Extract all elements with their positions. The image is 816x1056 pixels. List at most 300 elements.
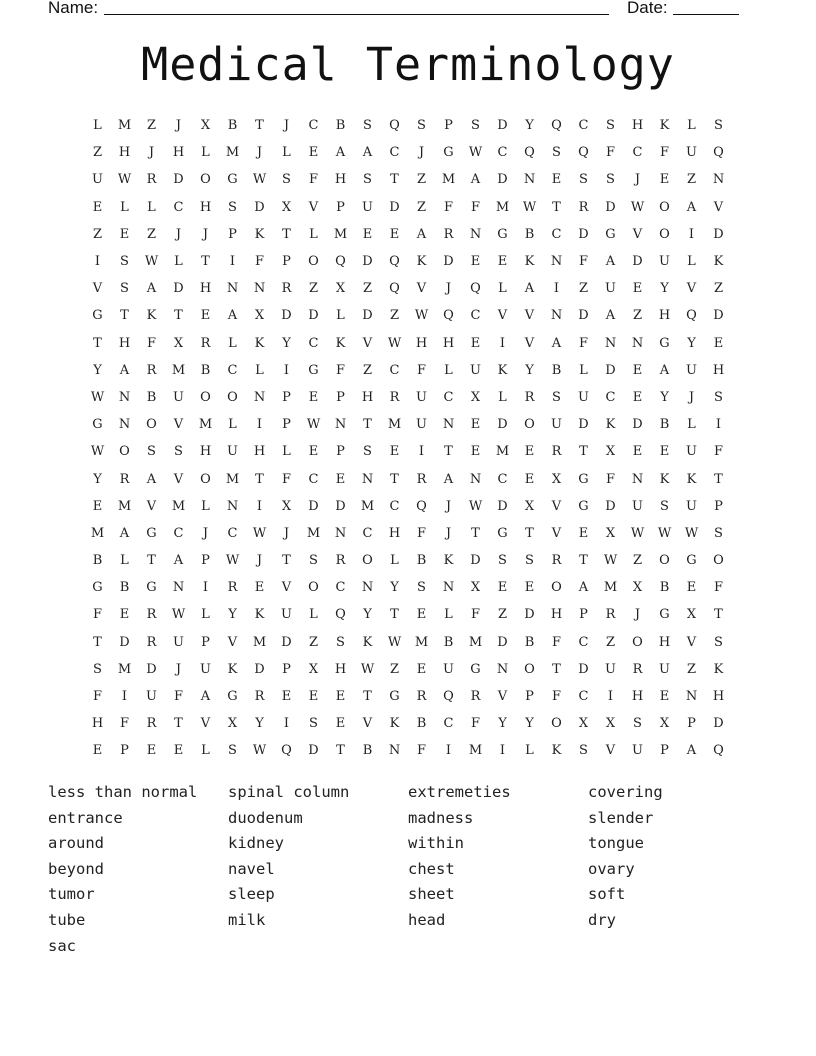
grid-letter: K (335, 335, 346, 351)
grid-letter: J (445, 525, 452, 541)
grid-letter: L (687, 417, 696, 433)
grid-letter: Z (146, 226, 157, 242)
grid-letter: N (118, 417, 131, 433)
grid-letter: K (659, 471, 670, 487)
grid-letter: Z (578, 281, 589, 297)
grid-letter: T (255, 118, 264, 134)
grid-letter: J (256, 553, 263, 569)
grid-letter: U (686, 145, 697, 161)
grid-letter: K (362, 634, 373, 650)
grid-row (84, 248, 732, 275)
grid-letter: K (416, 254, 427, 270)
grid-letter: X (632, 580, 643, 596)
grid-letter: N (469, 226, 482, 242)
grid-letter: N (631, 471, 644, 487)
grid-letter: Q (524, 145, 535, 161)
grid-letter: E (686, 580, 697, 596)
grid-letter: H (658, 308, 671, 324)
grid-letter: Z (416, 199, 427, 215)
grid-letter: H (388, 525, 401, 541)
grid-letter: H (631, 118, 644, 134)
grid-letter: P (525, 689, 534, 705)
grid-letter: G (497, 525, 508, 541)
grid-letter: V (227, 634, 238, 650)
grid-letter: E (308, 689, 319, 705)
grid-letter: U (686, 444, 697, 460)
grid-letter: C (308, 118, 319, 134)
grid-letter: O (713, 553, 724, 569)
grid-row (84, 357, 732, 384)
grid-letter: R (524, 389, 535, 405)
word-list (48, 780, 768, 959)
grid-letter: F (416, 362, 427, 378)
grid-letter: J (175, 661, 182, 677)
grid-letter: L (147, 199, 156, 215)
name-label: Name: (48, 0, 99, 17)
grid-letter: T (579, 553, 588, 569)
grid-letter: J (634, 607, 641, 623)
grid-row (84, 601, 732, 628)
grid-letter: F (578, 254, 589, 270)
grid-letter: B (524, 634, 535, 650)
grid-letter: W (684, 525, 699, 541)
grid-letter: L (201, 145, 210, 161)
grid-letter: E (335, 689, 346, 705)
grid-letter: J (688, 389, 695, 405)
grid-letter: D (713, 226, 724, 242)
grid-letter: R (146, 172, 157, 188)
grid-letter: B (227, 118, 238, 134)
grid-letter: B (416, 553, 427, 569)
letter-grid (84, 112, 732, 765)
grid-letter: Y (525, 362, 534, 378)
grid-letter: F (254, 254, 265, 270)
grid-letter: T (363, 689, 372, 705)
grid-letter: C (308, 471, 319, 487)
grid-letter: C (497, 471, 508, 487)
grid-letter: L (336, 308, 345, 324)
grid-letter: S (498, 553, 507, 569)
grid-letter: L (282, 145, 291, 161)
grid-letter: I (94, 254, 101, 270)
grid-letter: V (632, 226, 643, 242)
grid-letter: G (578, 471, 589, 487)
grid-letter: C (227, 362, 238, 378)
grid-letter: M (495, 444, 510, 460)
grid-letter: I (202, 580, 209, 596)
grid-letter: H (712, 689, 725, 705)
grid-letter: Q (443, 308, 454, 324)
grid-letter: N (469, 471, 482, 487)
word-item: head (408, 910, 446, 929)
grid-letter: R (146, 362, 157, 378)
grid-letter: U (146, 689, 157, 705)
grid-letter: L (498, 281, 507, 297)
word-item: sleep (228, 885, 275, 904)
grid-letter: L (687, 254, 696, 270)
grid-letter: W (630, 199, 645, 215)
grid-letter: D (281, 308, 292, 324)
grid-letter: Q (281, 743, 292, 759)
grid-row (84, 275, 732, 302)
grid-letter: Q (713, 145, 724, 161)
grid-letter: U (92, 172, 103, 188)
grid-letter: D (470, 553, 481, 569)
grid-letter: U (443, 661, 454, 677)
grid-letter: F (173, 689, 184, 705)
grid-letter: C (632, 145, 643, 161)
grid-letter: S (579, 172, 588, 188)
grid-letter: Q (389, 254, 400, 270)
grid-letter: D (362, 308, 373, 324)
grid-letter: X (524, 498, 535, 514)
grid-letter: T (552, 199, 561, 215)
word-item: ovary (588, 859, 635, 878)
grid-letter: L (201, 743, 210, 759)
word-column (408, 780, 588, 959)
grid-letter: B (362, 743, 373, 759)
grid-letter: K (524, 254, 535, 270)
grid-letter: O (200, 389, 211, 405)
grid-letter: D (497, 634, 508, 650)
grid-letter: M (171, 498, 186, 514)
grid-letter: P (579, 607, 588, 623)
word-item: dry (588, 910, 616, 929)
grid-letter: C (578, 689, 589, 705)
grid-letter: F (605, 145, 616, 161)
grid-letter: B (92, 553, 103, 569)
grid-letter: M (468, 634, 483, 650)
grid-row (84, 438, 732, 465)
grid-letter: N (334, 525, 347, 541)
grid-letter: Z (713, 281, 724, 297)
grid-letter: Y (525, 118, 534, 134)
grid-letter: E (308, 145, 319, 161)
grid-letter: E (659, 172, 670, 188)
grid-letter: H (253, 444, 266, 460)
grid-letter: D (578, 661, 589, 677)
grid-letter: W (252, 743, 267, 759)
grid-letter: D (254, 661, 265, 677)
grid-letter: C (362, 525, 373, 541)
grid-letter: L (228, 417, 237, 433)
grid-letter: L (444, 362, 453, 378)
grid-letter: U (632, 743, 643, 759)
grid-letter: R (146, 634, 157, 650)
grid-letter: S (417, 118, 426, 134)
grid-letter: U (281, 607, 292, 623)
grid-letter: O (119, 444, 130, 460)
grid-letter: I (283, 362, 290, 378)
grid-letter: H (334, 172, 347, 188)
grid-letter: S (147, 444, 156, 460)
grid-letter: X (281, 498, 292, 514)
grid-letter: X (227, 716, 238, 732)
grid-letter: A (416, 226, 427, 242)
grid-letter: E (632, 281, 643, 297)
grid-letter: P (282, 417, 291, 433)
grid-letter: M (306, 525, 321, 541)
grid-letter: O (632, 634, 643, 650)
grid-letter: U (227, 444, 238, 460)
grid-letter: V (416, 281, 427, 297)
grid-letter: C (551, 226, 562, 242)
grid-letter: G (605, 226, 616, 242)
grid-letter: M (225, 145, 240, 161)
grid-letter: M (252, 634, 267, 650)
grid-letter: N (361, 580, 374, 596)
grid-letter: W (90, 389, 105, 405)
grid-letter: E (146, 743, 157, 759)
grid-letter: J (445, 498, 452, 514)
grid-letter: M (603, 580, 618, 596)
grid-letter: K (389, 716, 400, 732)
grid-letter: H (118, 335, 131, 351)
grid-letter: R (551, 553, 562, 569)
grid-letter: E (335, 716, 346, 732)
grid-letter: Z (389, 661, 400, 677)
grid-letter: A (200, 689, 211, 705)
grid-letter: K (254, 335, 265, 351)
grid-letter: N (496, 661, 509, 677)
grid-letter: F (659, 145, 670, 161)
grid-letter: E (578, 525, 589, 541)
grid-letter: E (470, 335, 481, 351)
grid-letter: P (444, 118, 453, 134)
grid-letter: E (659, 444, 670, 460)
grid-letter: N (253, 389, 266, 405)
grid-letter: A (605, 308, 616, 324)
grid-row (84, 465, 732, 492)
grid-letter: L (309, 607, 318, 623)
grid-letter: S (714, 634, 723, 650)
grid-row (84, 737, 732, 764)
grid-letter: C (227, 525, 238, 541)
grid-letter: M (198, 417, 213, 433)
grid-letter: Y (282, 335, 291, 351)
grid-row (84, 493, 732, 520)
grid-letter: S (228, 199, 237, 215)
grid-letter: L (120, 199, 129, 215)
grid-letter: J (445, 281, 452, 297)
word-item: extremeties (408, 783, 511, 801)
grid-letter: P (282, 389, 291, 405)
word-item: duodenum (228, 808, 303, 827)
grid-letter: O (308, 254, 319, 270)
grid-letter: E (200, 308, 211, 324)
word-item: around (48, 834, 104, 853)
grid-letter: V (200, 716, 211, 732)
grid-letter: W (603, 553, 618, 569)
grid-letter: D (632, 417, 643, 433)
grid-letter: G (686, 553, 697, 569)
grid-letter: Q (389, 281, 400, 297)
grid-letter: I (256, 498, 263, 514)
grid-letter: X (686, 607, 697, 623)
grid-letter: Z (416, 172, 427, 188)
date-label: Date: (627, 0, 668, 17)
grid-letter: K (686, 471, 697, 487)
grid-letter: D (254, 199, 265, 215)
grid-letter: B (119, 580, 130, 596)
grid-letter: C (578, 118, 589, 134)
grid-letter: J (418, 145, 425, 161)
grid-letter: P (336, 444, 345, 460)
grid-letter: V (308, 199, 319, 215)
grid-letter: E (524, 444, 535, 460)
grid-letter: Y (525, 716, 534, 732)
word-item: within (408, 834, 464, 853)
grid-letter: R (281, 281, 292, 297)
grid-letter: P (660, 743, 669, 759)
grid-letter: N (226, 498, 239, 514)
grid-letter: D (335, 498, 346, 514)
grid-letter: G (497, 226, 508, 242)
grid-letter: W (414, 308, 429, 324)
grid-letter: E (659, 689, 670, 705)
grid-letter: I (418, 444, 425, 460)
grid-letter: O (659, 199, 670, 215)
grid-letter: W (360, 661, 375, 677)
grid-letter: C (470, 308, 481, 324)
grid-letter: G (443, 145, 454, 161)
grid-letter: S (309, 716, 318, 732)
grid-letter: I (607, 689, 614, 705)
grid-letter: C (497, 145, 508, 161)
grid-letter: G (578, 498, 589, 514)
grid-letter: Y (660, 389, 669, 405)
grid-letter: W (225, 553, 240, 569)
grid-letter: G (92, 580, 103, 596)
grid-letter: X (470, 580, 481, 596)
grid-letter: N (523, 172, 536, 188)
grid-letter: U (416, 389, 427, 405)
grid-letter: L (309, 226, 318, 242)
grid-letter: P (201, 553, 210, 569)
word-item: tongue (588, 834, 644, 853)
grid-letter: L (120, 553, 129, 569)
grid-letter: U (632, 498, 643, 514)
grid-letter: W (252, 172, 267, 188)
grid-letter: S (579, 743, 588, 759)
grid-letter: H (118, 145, 131, 161)
grid-letter: B (524, 226, 535, 242)
word-item: milk (228, 910, 266, 929)
grid-letter: I (715, 417, 722, 433)
grid-letter: T (282, 553, 291, 569)
grid-letter: D (524, 607, 535, 623)
word-item: chest (408, 859, 455, 878)
grid-letter: E (119, 226, 130, 242)
grid-letter: K (227, 661, 238, 677)
grid-letter: W (522, 199, 537, 215)
grid-letter: S (606, 172, 615, 188)
grid-letter: X (281, 199, 292, 215)
grid-letter: N (361, 471, 374, 487)
grid-letter: U (470, 362, 481, 378)
grid-letter: G (227, 689, 238, 705)
grid-letter: N (550, 308, 563, 324)
grid-letter: S (471, 118, 480, 134)
grid-letter: E (416, 661, 427, 677)
grid-letter: D (146, 661, 157, 677)
grid-letter: W (306, 417, 321, 433)
grid-letter: A (551, 335, 562, 351)
grid-letter: D (578, 226, 589, 242)
grid-letter: O (551, 580, 562, 596)
grid-row (84, 411, 732, 438)
grid-row (84, 384, 732, 411)
grid-letter: N (118, 389, 131, 405)
grid-row (84, 302, 732, 329)
grid-letter: D (119, 634, 130, 650)
grid-letter: Z (389, 308, 400, 324)
grid-letter: T (147, 553, 156, 569)
word-item: tumor (48, 885, 95, 904)
grid-letter: D (578, 417, 589, 433)
grid-letter: C (443, 716, 454, 732)
grid-letter: H (631, 689, 644, 705)
grid-letter: G (227, 172, 238, 188)
grid-letter: Q (416, 498, 427, 514)
grid-letter: O (524, 417, 535, 433)
grid-letter: V (362, 335, 373, 351)
grid-letter: T (174, 308, 183, 324)
grid-letter: W (144, 254, 159, 270)
grid-letter: P (336, 199, 345, 215)
grid-letter: A (335, 145, 346, 161)
grid-letter: I (229, 254, 236, 270)
grid-letter: N (388, 743, 401, 759)
grid-letter: F (605, 471, 616, 487)
grid-letter: R (416, 471, 427, 487)
grid-letter: T (255, 471, 264, 487)
grid-letter: S (552, 145, 561, 161)
grid-letter: Z (92, 145, 103, 161)
grid-letter: E (470, 254, 481, 270)
grid-letter: X (659, 716, 670, 732)
word-item: spinal column (228, 783, 350, 801)
grid-letter: Q (551, 118, 562, 134)
grid-letter: E (92, 743, 103, 759)
grid-row (84, 520, 732, 547)
grid-letter: S (363, 118, 372, 134)
grid-letter: O (200, 471, 211, 487)
grid-letter: D (605, 362, 616, 378)
grid-letter: Z (686, 172, 697, 188)
grid-letter: F (119, 716, 130, 732)
grid-letter: F (578, 335, 589, 351)
grid-letter: V (605, 743, 616, 759)
grid-letter: O (308, 580, 319, 596)
grid-letter: W (252, 525, 267, 541)
grid-letter: B (443, 634, 454, 650)
grid-letter: R (335, 553, 346, 569)
grid-letter: S (120, 254, 129, 270)
header (48, 0, 748, 21)
grid-letter: D (497, 498, 508, 514)
grid-letter: T (93, 634, 102, 650)
grid-letter: K (497, 362, 508, 378)
grid-letter: S (606, 118, 615, 134)
grid-letter: F (335, 362, 346, 378)
grid-letter: B (416, 716, 427, 732)
grid-letter: S (93, 661, 102, 677)
grid-letter: N (442, 417, 455, 433)
grid-letter: V (551, 498, 562, 514)
grid-letter: U (659, 661, 670, 677)
grid-letter: O (524, 661, 535, 677)
